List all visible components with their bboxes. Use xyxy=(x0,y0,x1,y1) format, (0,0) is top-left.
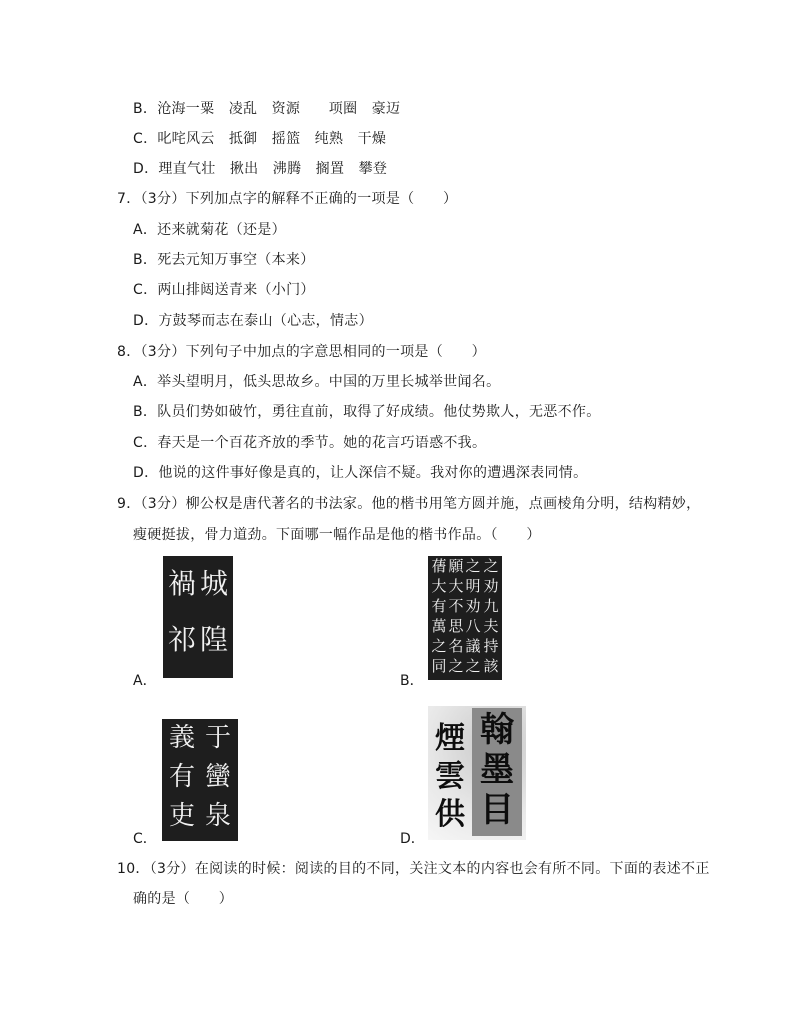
image-c-char: 于 xyxy=(204,723,231,753)
image-b-char: 同 xyxy=(431,657,447,675)
image-b-char: 之 xyxy=(483,557,499,575)
calligraphy-image-b xyxy=(428,556,502,680)
q7-option-c: C．两山排闼送青来（小门） xyxy=(133,282,315,298)
image-a-char: 城 xyxy=(199,567,228,600)
image-b-char: 明 xyxy=(465,577,481,595)
q7-option-d: D．方鼓琴而志在泰山（心志，情志） xyxy=(133,313,373,329)
image-d-char: 雲 xyxy=(435,759,465,794)
image-b-char: 之 xyxy=(431,637,447,655)
calligraphy-image-c xyxy=(162,719,238,841)
q9-label-c: C． xyxy=(133,831,157,847)
q8-stem: 8．（3分）下列句子中加点的字意思相同的一项是（ ） xyxy=(117,344,486,360)
image-b-char: 大 xyxy=(431,577,447,595)
image-b-char: 萬 xyxy=(431,617,447,635)
image-b-char: 名 xyxy=(448,637,464,655)
image-d-char: 翰 xyxy=(480,710,514,750)
image-b-char: 劝 xyxy=(465,597,481,615)
image-b-char: 思 xyxy=(448,617,464,635)
image-b-char: 該 xyxy=(483,657,499,675)
image-b-char: 大 xyxy=(448,577,464,595)
q6-option-c: C．叱咤风云 抵御 摇篮 纯熟 干燥 xyxy=(133,131,387,147)
image-c-char: 有 xyxy=(168,762,195,792)
image-b-char: 不 xyxy=(448,597,464,615)
image-b-char: 之 xyxy=(448,657,464,675)
image-b-char: 有 xyxy=(431,597,447,615)
image-b-char: 八 xyxy=(465,617,481,635)
image-b-char: 蒨 xyxy=(431,557,447,575)
image-d-char: 供 xyxy=(435,797,465,832)
image-a-char: 禍 xyxy=(167,567,196,600)
image-d-char: 煙 xyxy=(435,721,465,756)
image-b-char: 九 xyxy=(483,597,499,615)
calligraphy-image-a xyxy=(163,556,233,678)
q9-label-a: A． xyxy=(133,673,157,689)
q6-option-b: B．沧海一粟 凌乱 资源 项圈 豪迈 xyxy=(133,101,401,117)
image-c-char: 義 xyxy=(168,723,195,753)
image-b-char: 夫 xyxy=(483,617,499,635)
image-a-char: 隍 xyxy=(199,623,228,656)
image-c-char: 泉 xyxy=(204,801,231,831)
image-d-char: 目 xyxy=(480,790,514,830)
q7-stem: 7．（3分）下列加点字的解释不正确的一项是（ ） xyxy=(117,191,458,207)
image-d-char: 墨 xyxy=(480,750,514,790)
calligraphy-image-d xyxy=(428,706,526,840)
image-c-char: 蠻 xyxy=(204,762,231,792)
q8-option-a: A．举头望明月，低头思故乡。中国的万里长城举世闻名。 xyxy=(133,374,501,390)
q9-stem-line2: 瘦硬挺拔，骨力道劲。下面哪一幅作品是他的楷书作品。（ ） xyxy=(133,527,541,543)
q9-stem-line1: 9．（3分）柳公权是唐代著名的书法家。他的楷书用笔方圆并施，点画棱角分明，结构精妙， xyxy=(117,496,701,512)
q8-option-d: D．他说的这件事好像是真的，让人深信不疑。我对你的遭遇深表同情。 xyxy=(133,465,588,481)
q8-option-c: C．春天是一个百花齐放的季节。她的花言巧语惑不我。 xyxy=(133,435,487,451)
image-c-char: 吏 xyxy=(168,801,195,831)
q10-stem-line1: 10．（3分）在阅读的时候：阅读的目的不同，关注文本的内容也会有所不同。下面的表述不正 xyxy=(117,861,710,877)
q9-label-d: D． xyxy=(400,831,425,847)
q7-option-b: B．死去元知万事空（本来） xyxy=(133,252,315,268)
q7-option-a: A．还来就菊花（还是） xyxy=(133,222,286,238)
q6-option-d: D．理直气壮 揪出 沸腾 搁置 攀登 xyxy=(133,161,388,177)
image-b-char: 劝 xyxy=(483,577,499,595)
image-b-char: 之 xyxy=(465,557,481,575)
image-b-char: 願 xyxy=(448,557,464,575)
image-b-char: 議 xyxy=(465,637,481,655)
image-b-char: 持 xyxy=(483,637,499,655)
image-b-char: 之 xyxy=(465,657,481,675)
q8-option-b: B．队员们势如破竹，勇往直前，取得了好成绩。他仗势欺人，无恶不作。 xyxy=(133,404,601,420)
q9-label-b: B． xyxy=(400,673,424,689)
image-a-char: 祁 xyxy=(167,623,196,656)
q10-stem-line2: 确的是（ ） xyxy=(133,891,234,907)
